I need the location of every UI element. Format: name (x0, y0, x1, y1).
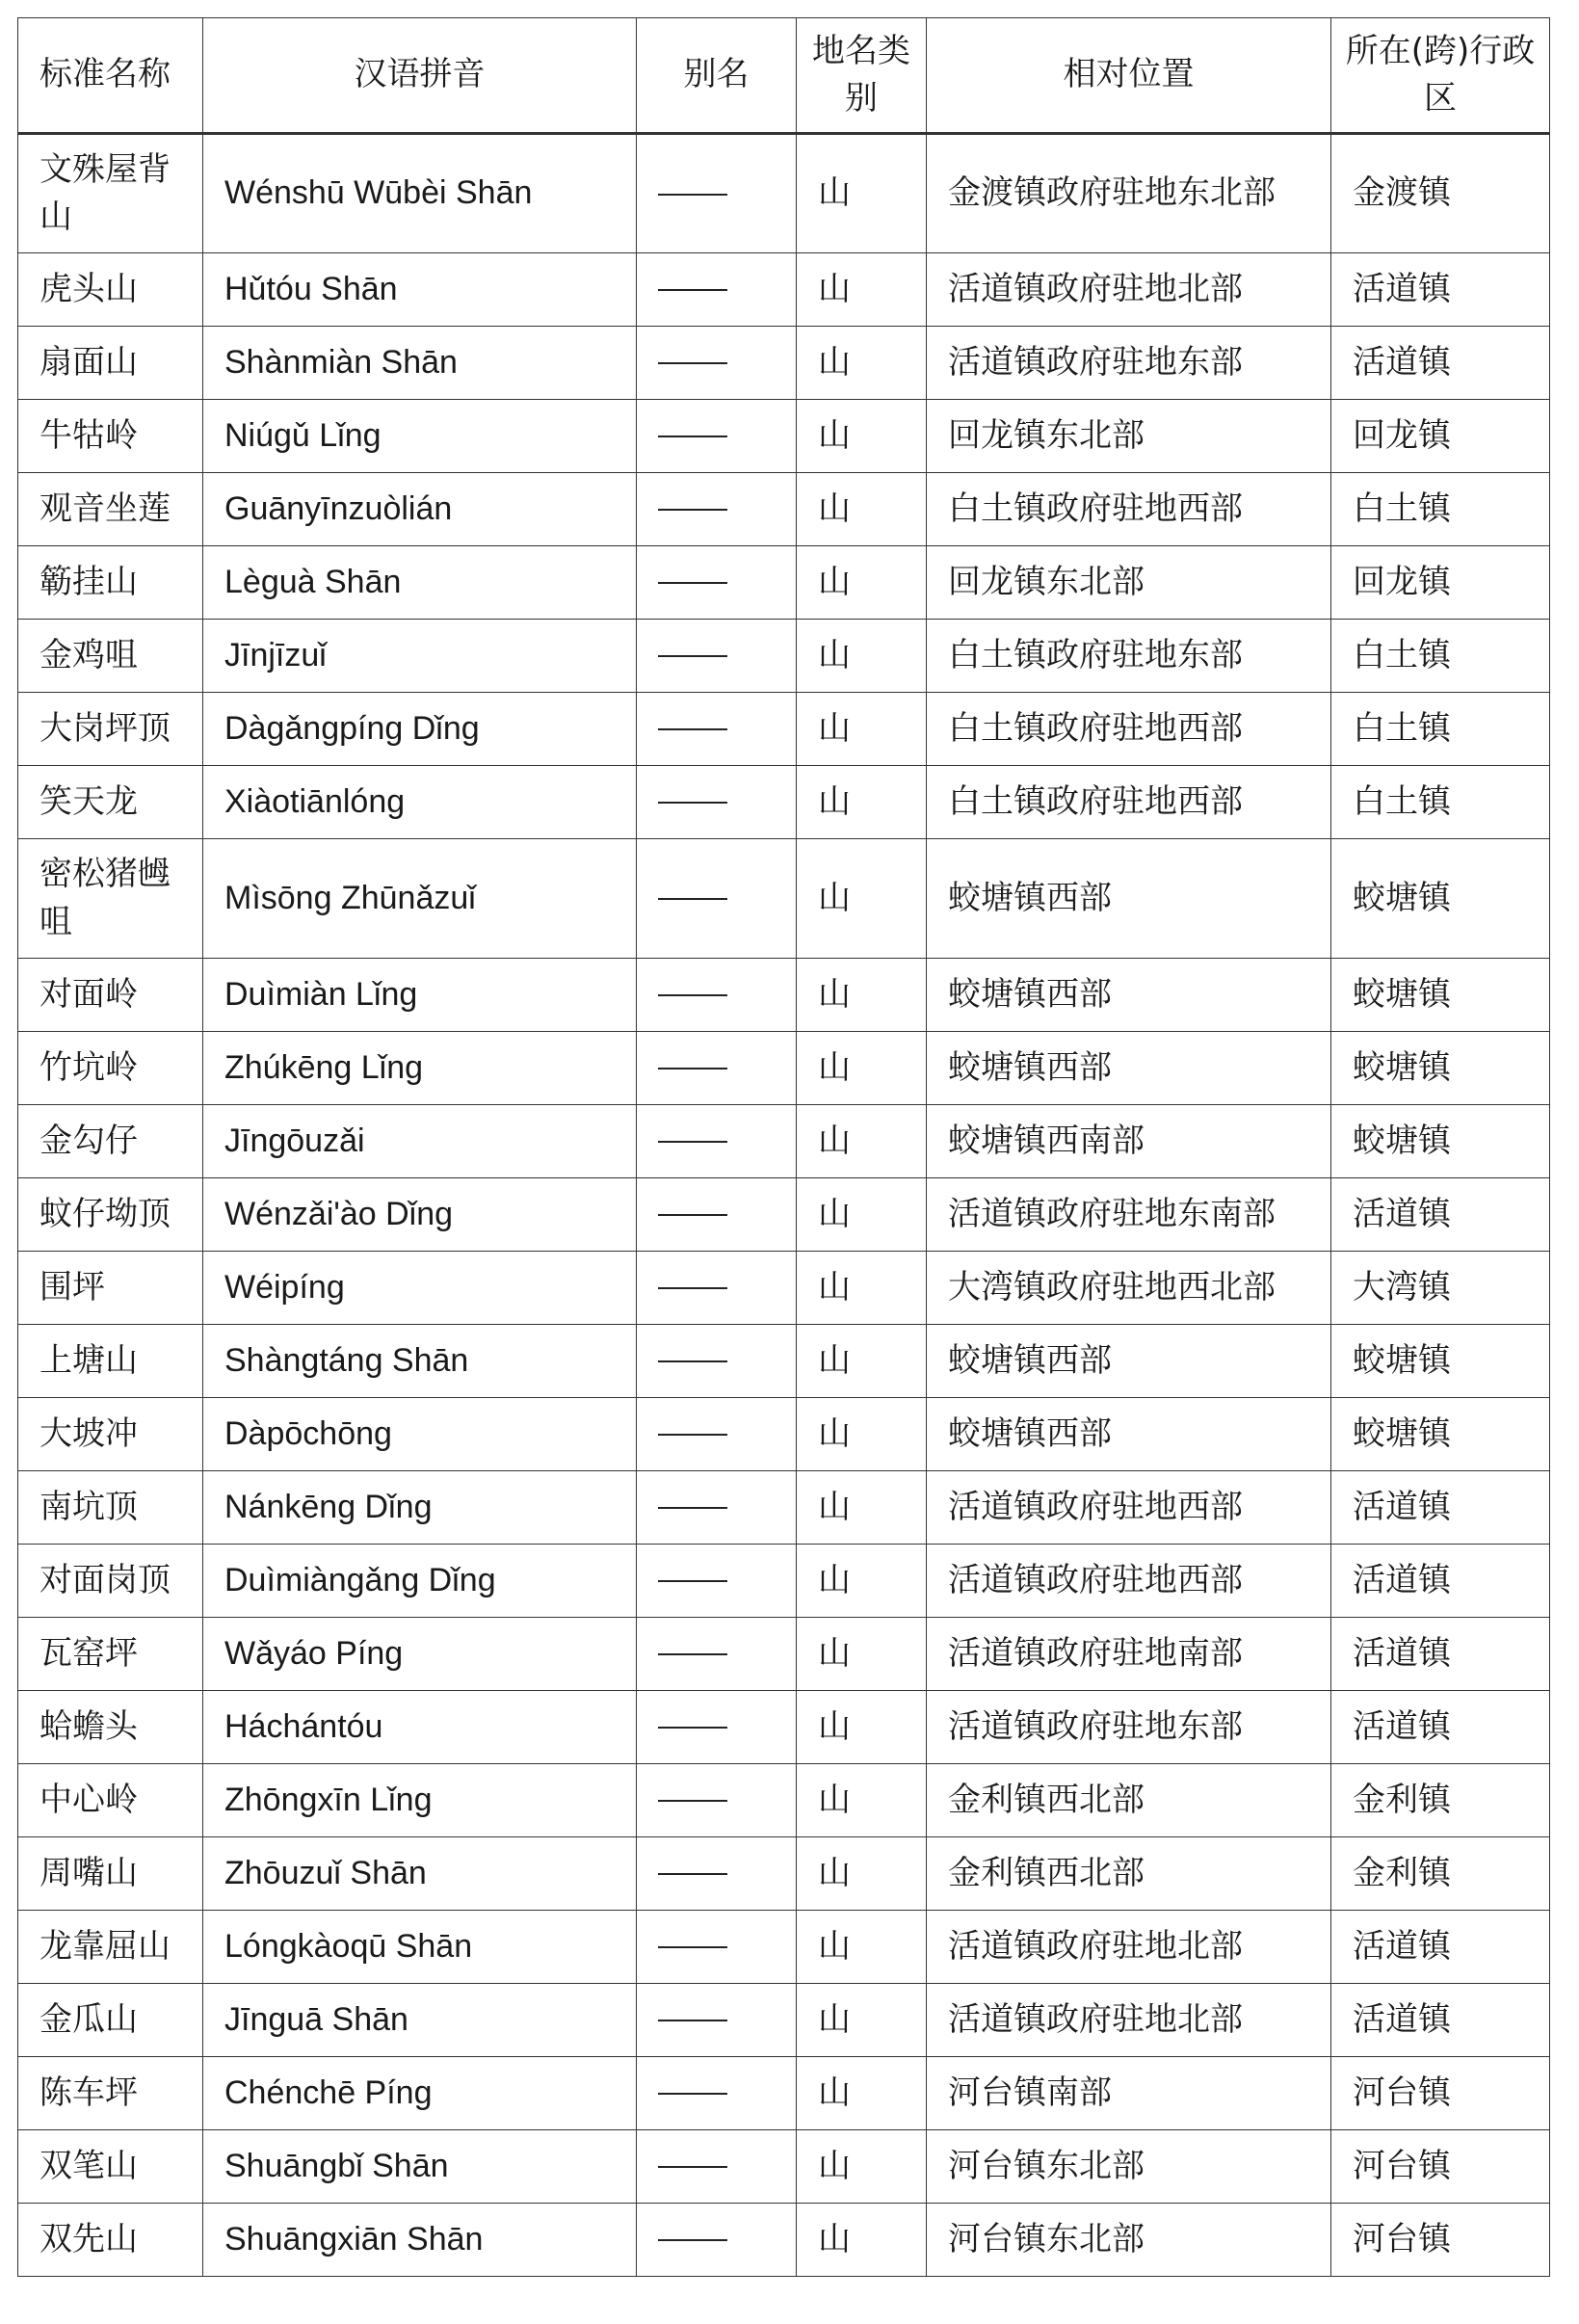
cell-category: 山 (797, 1984, 927, 2057)
alias-dash (658, 436, 727, 437)
alias-dash (658, 1214, 727, 1216)
cell-standard-name: 扇面山 (18, 327, 203, 400)
cell-admin-region: 活道镇 (1331, 1178, 1550, 1252)
cell-standard-name: 竹坑岭 (18, 1032, 203, 1105)
cell-relative-position: 活道镇政府驻地西部 (927, 1545, 1331, 1618)
table-row (18, 2204, 1550, 2277)
cell-admin-region: 白土镇 (1331, 693, 1550, 766)
cell-category: 山 (797, 1325, 927, 1398)
alias-dash (658, 1580, 727, 1582)
cell-alias (637, 400, 797, 473)
cell-relative-position: 活道镇政府驻地北部 (927, 1984, 1331, 2057)
cell-category: 山 (797, 253, 927, 327)
cell-standard-name: 瓦窑坪 (18, 1618, 203, 1691)
cell-category: 山 (797, 2204, 927, 2277)
cell-admin-region: 河台镇 (1331, 2130, 1550, 2204)
cell-alias (637, 766, 797, 839)
cell-alias (637, 693, 797, 766)
alias-dash (658, 728, 727, 730)
place-name-table (17, 17, 1550, 2277)
cell-relative-position: 活道镇政府驻地西部 (927, 1471, 1331, 1545)
cell-admin-region: 白土镇 (1331, 766, 1550, 839)
alias-dash (658, 2166, 727, 2168)
cell-pinyin: Shuāngxiān Shān (203, 2204, 637, 2277)
table-row (18, 1545, 1550, 1618)
cell-category: 山 (797, 1178, 927, 1252)
cell-pinyin: Nánkēng Dǐng (203, 1471, 637, 1545)
alias-dash (658, 2020, 727, 2021)
cell-standard-name: 观音坐莲 (18, 473, 203, 546)
cell-relative-position: 活道镇政府驻地北部 (927, 1911, 1331, 1984)
cell-category: 山 (797, 327, 927, 400)
alias-dash (658, 1141, 727, 1143)
cell-alias (637, 1545, 797, 1618)
cell-standard-name: 虎头山 (18, 253, 203, 327)
cell-standard-name: 簕挂山 (18, 546, 203, 620)
alias-dash (658, 1360, 727, 1362)
cell-standard-name: 金鸡咀 (18, 620, 203, 693)
cell-admin-region: 活道镇 (1331, 1691, 1550, 1764)
alias-dash (658, 1068, 727, 1070)
table-row (18, 1032, 1550, 1105)
cell-standard-name: 对面岭 (18, 959, 203, 1032)
table-row (18, 327, 1550, 400)
cell-alias (637, 473, 797, 546)
cell-pinyin: Shuāngbǐ Shān (203, 2130, 637, 2204)
table-body (18, 134, 1550, 2277)
cell-category: 山 (797, 473, 927, 546)
cell-category: 山 (797, 1545, 927, 1618)
cell-admin-region: 回龙镇 (1331, 546, 1550, 620)
cell-pinyin: Xiàotiānlóng (203, 766, 637, 839)
cell-standard-name: 上塘山 (18, 1325, 203, 1398)
table-row (18, 546, 1550, 620)
cell-admin-region: 活道镇 (1331, 1471, 1550, 1545)
cell-alias (637, 1471, 797, 1545)
table-row (18, 693, 1550, 766)
cell-pinyin: Lóngkàoqū Shān (203, 1911, 637, 1984)
alias-dash (658, 2093, 727, 2095)
cell-relative-position: 蛟塘镇西部 (927, 1325, 1331, 1398)
cell-relative-position: 蛟塘镇西部 (927, 1032, 1331, 1105)
cell-category: 山 (797, 1471, 927, 1545)
cell-pinyin: Dàgǎngpíng Dǐng (203, 693, 637, 766)
header-category: 地名类别 (797, 18, 927, 134)
cell-admin-region: 白土镇 (1331, 620, 1550, 693)
cell-pinyin: Wénshū Wūbèi Shān (203, 134, 637, 253)
cell-admin-region: 活道镇 (1331, 1545, 1550, 1618)
table-row (18, 1837, 1550, 1911)
cell-standard-name: 密松猪乸咀 (18, 839, 203, 959)
table-row (18, 766, 1550, 839)
alias-dash (658, 1434, 727, 1436)
alias-dash (658, 1653, 727, 1655)
cell-alias (637, 1178, 797, 1252)
cell-relative-position: 回龙镇东北部 (927, 546, 1331, 620)
alias-dash (658, 509, 727, 511)
cell-admin-region: 蛟塘镇 (1331, 1325, 1550, 1398)
alias-dash (658, 2239, 727, 2241)
cell-pinyin: Wéipíng (203, 1252, 637, 1325)
cell-alias (637, 1032, 797, 1105)
alias-dash (658, 1873, 727, 1875)
cell-category: 山 (797, 546, 927, 620)
table-row (18, 1764, 1550, 1837)
cell-category: 山 (797, 1764, 927, 1837)
cell-admin-region: 回龙镇 (1331, 400, 1550, 473)
cell-alias (637, 1618, 797, 1691)
cell-pinyin: Duìmiàn Lǐng (203, 959, 637, 1032)
cell-standard-name: 蛤蟾头 (18, 1691, 203, 1764)
cell-alias (637, 839, 797, 959)
cell-alias (637, 1837, 797, 1911)
cell-alias (637, 2057, 797, 2130)
cell-category: 山 (797, 2057, 927, 2130)
header-row (18, 18, 1550, 134)
cell-category: 山 (797, 1691, 927, 1764)
cell-relative-position: 河台镇南部 (927, 2057, 1331, 2130)
table-row (18, 400, 1550, 473)
cell-relative-position: 活道镇政府驻地东部 (927, 327, 1331, 400)
alias-dash (658, 582, 727, 584)
cell-alias (637, 1398, 797, 1471)
cell-admin-region: 活道镇 (1331, 327, 1550, 400)
cell-admin-region: 金渡镇 (1331, 134, 1550, 253)
cell-category: 山 (797, 1252, 927, 1325)
alias-dash (658, 194, 727, 196)
header-admin-region: 所在(跨)行政区 (1331, 18, 1550, 134)
cell-alias (637, 1252, 797, 1325)
cell-category: 山 (797, 2130, 927, 2204)
table-row (18, 1178, 1550, 1252)
table-row (18, 2057, 1550, 2130)
alias-dash (658, 1800, 727, 1802)
cell-alias (637, 2204, 797, 2277)
cell-relative-position: 蛟塘镇西南部 (927, 1105, 1331, 1178)
cell-alias (637, 2130, 797, 2204)
cell-relative-position: 金渡镇政府驻地东北部 (927, 134, 1331, 253)
alias-dash (658, 1727, 727, 1729)
cell-pinyin: Chénchē Píng (203, 2057, 637, 2130)
cell-standard-name: 陈车坪 (18, 2057, 203, 2130)
table-row (18, 959, 1550, 1032)
cell-pinyin: Jīngōuzǎi (203, 1105, 637, 1178)
cell-standard-name: 笑天龙 (18, 766, 203, 839)
cell-admin-region: 金利镇 (1331, 1837, 1550, 1911)
cell-admin-region: 活道镇 (1331, 1618, 1550, 1691)
cell-standard-name: 金勾仔 (18, 1105, 203, 1178)
cell-admin-region: 大湾镇 (1331, 1252, 1550, 1325)
cell-standard-name: 文殊屋背山 (18, 134, 203, 253)
cell-pinyin: Duìmiàngǎng Dǐng (203, 1545, 637, 1618)
cell-relative-position: 活道镇政府驻地南部 (927, 1618, 1331, 1691)
cell-category: 山 (797, 959, 927, 1032)
cell-standard-name: 双笔山 (18, 2130, 203, 2204)
cell-alias (637, 1984, 797, 2057)
cell-standard-name: 龙靠屈山 (18, 1911, 203, 1984)
cell-relative-position: 白土镇政府驻地西部 (927, 766, 1331, 839)
cell-alias (637, 253, 797, 327)
cell-alias (637, 327, 797, 400)
cell-pinyin: Háchántóu (203, 1691, 637, 1764)
cell-relative-position: 回龙镇东北部 (927, 400, 1331, 473)
cell-pinyin: Jīnguā Shān (203, 1984, 637, 2057)
cell-alias (637, 1764, 797, 1837)
cell-alias (637, 1325, 797, 1398)
cell-pinyin: Zhōuzuǐ Shān (203, 1837, 637, 1911)
cell-relative-position: 活道镇政府驻地东部 (927, 1691, 1331, 1764)
cell-pinyin: Dàpōchōng (203, 1398, 637, 1471)
cell-relative-position: 蛟塘镇西部 (927, 839, 1331, 959)
cell-alias (637, 1691, 797, 1764)
cell-category: 山 (797, 1837, 927, 1911)
cell-standard-name: 蚊仔坳顶 (18, 1178, 203, 1252)
cell-pinyin: Shàngtáng Shān (203, 1325, 637, 1398)
cell-admin-region: 活道镇 (1331, 1911, 1550, 1984)
alias-dash (658, 1507, 727, 1509)
cell-pinyin: Niúgǔ Lǐng (203, 400, 637, 473)
cell-alias (637, 1911, 797, 1984)
table-row (18, 1618, 1550, 1691)
cell-category: 山 (797, 134, 927, 253)
table-row (18, 1105, 1550, 1178)
cell-relative-position: 河台镇东北部 (927, 2204, 1331, 2277)
table-row (18, 2130, 1550, 2204)
cell-admin-region: 蛟塘镇 (1331, 1398, 1550, 1471)
cell-category: 山 (797, 620, 927, 693)
cell-admin-region: 蛟塘镇 (1331, 839, 1550, 959)
table-row (18, 839, 1550, 959)
cell-standard-name: 周嘴山 (18, 1837, 203, 1911)
header-standard-name: 标准名称 (18, 18, 203, 134)
cell-alias (637, 134, 797, 253)
table-row (18, 1471, 1550, 1545)
cell-category: 山 (797, 766, 927, 839)
cell-pinyin: Wǎyáo Píng (203, 1618, 637, 1691)
cell-category: 山 (797, 1105, 927, 1178)
cell-pinyin: Shànmiàn Shān (203, 327, 637, 400)
cell-admin-region: 河台镇 (1331, 2204, 1550, 2277)
cell-alias (637, 546, 797, 620)
cell-relative-position: 金利镇西北部 (927, 1837, 1331, 1911)
cell-category: 山 (797, 693, 927, 766)
cell-pinyin: Hǔtóu Shān (203, 253, 637, 327)
cell-admin-region: 蛟塘镇 (1331, 959, 1550, 1032)
table-row (18, 1984, 1550, 2057)
cell-standard-name: 大岗坪顶 (18, 693, 203, 766)
alias-dash (658, 994, 727, 996)
cell-category: 山 (797, 1618, 927, 1691)
table-row (18, 1911, 1550, 1984)
cell-relative-position: 活道镇政府驻地东南部 (927, 1178, 1331, 1252)
cell-pinyin: Zhōngxīn Lǐng (203, 1764, 637, 1837)
cell-admin-region: 河台镇 (1331, 2057, 1550, 2130)
cell-standard-name: 大坡冲 (18, 1398, 203, 1471)
table-row (18, 1398, 1550, 1471)
cell-admin-region: 白土镇 (1331, 473, 1550, 546)
cell-pinyin: Jīnjīzuǐ (203, 620, 637, 693)
cell-relative-position: 白土镇政府驻地西部 (927, 473, 1331, 546)
cell-pinyin: Zhúkēng Lǐng (203, 1032, 637, 1105)
cell-admin-region: 金利镇 (1331, 1764, 1550, 1837)
table-row (18, 134, 1550, 253)
cell-relative-position: 白土镇政府驻地西部 (927, 693, 1331, 766)
cell-alias (637, 1105, 797, 1178)
alias-dash (658, 802, 727, 804)
alias-dash (658, 289, 727, 291)
header-alias: 别名 (637, 18, 797, 134)
cell-alias (637, 959, 797, 1032)
cell-pinyin: Mìsōng Zhūnǎzuǐ (203, 839, 637, 959)
cell-relative-position: 蛟塘镇西部 (927, 1398, 1331, 1471)
cell-admin-region: 蛟塘镇 (1331, 1105, 1550, 1178)
cell-standard-name: 中心岭 (18, 1764, 203, 1837)
table-row (18, 620, 1550, 693)
table-row (18, 253, 1550, 327)
cell-relative-position: 金利镇西北部 (927, 1764, 1331, 1837)
alias-dash (658, 655, 727, 657)
cell-pinyin: Lèguà Shān (203, 546, 637, 620)
header-relative-position: 相对位置 (927, 18, 1331, 134)
header-pinyin: 汉语拼音 (203, 18, 637, 134)
cell-pinyin: Wénzǎi'ào Dǐng (203, 1178, 637, 1252)
alias-dash (658, 898, 727, 900)
cell-category: 山 (797, 1911, 927, 1984)
cell-category: 山 (797, 1032, 927, 1105)
table-row (18, 1252, 1550, 1325)
table-row (18, 1325, 1550, 1398)
cell-standard-name: 金瓜山 (18, 1984, 203, 2057)
table-row (18, 473, 1550, 546)
cell-category: 山 (797, 1398, 927, 1471)
cell-alias (637, 620, 797, 693)
cell-standard-name: 牛牯岭 (18, 400, 203, 473)
alias-dash (658, 1946, 727, 1948)
cell-relative-position: 河台镇东北部 (927, 2130, 1331, 2204)
cell-admin-region: 蛟塘镇 (1331, 1032, 1550, 1105)
cell-category: 山 (797, 839, 927, 959)
alias-dash (658, 1287, 727, 1289)
cell-admin-region: 活道镇 (1331, 253, 1550, 327)
table-row (18, 1691, 1550, 1764)
cell-relative-position: 白土镇政府驻地东部 (927, 620, 1331, 693)
cell-pinyin: Guānyīnzuòlián (203, 473, 637, 546)
cell-relative-position: 蛟塘镇西部 (927, 959, 1331, 1032)
cell-category: 山 (797, 400, 927, 473)
cell-standard-name: 对面岗顶 (18, 1545, 203, 1618)
cell-standard-name: 围坪 (18, 1252, 203, 1325)
cell-relative-position: 活道镇政府驻地北部 (927, 253, 1331, 327)
cell-admin-region: 活道镇 (1331, 1984, 1550, 2057)
cell-standard-name: 南坑顶 (18, 1471, 203, 1545)
alias-dash (658, 362, 727, 364)
cell-relative-position: 大湾镇政府驻地西北部 (927, 1252, 1331, 1325)
cell-standard-name: 双先山 (18, 2204, 203, 2277)
